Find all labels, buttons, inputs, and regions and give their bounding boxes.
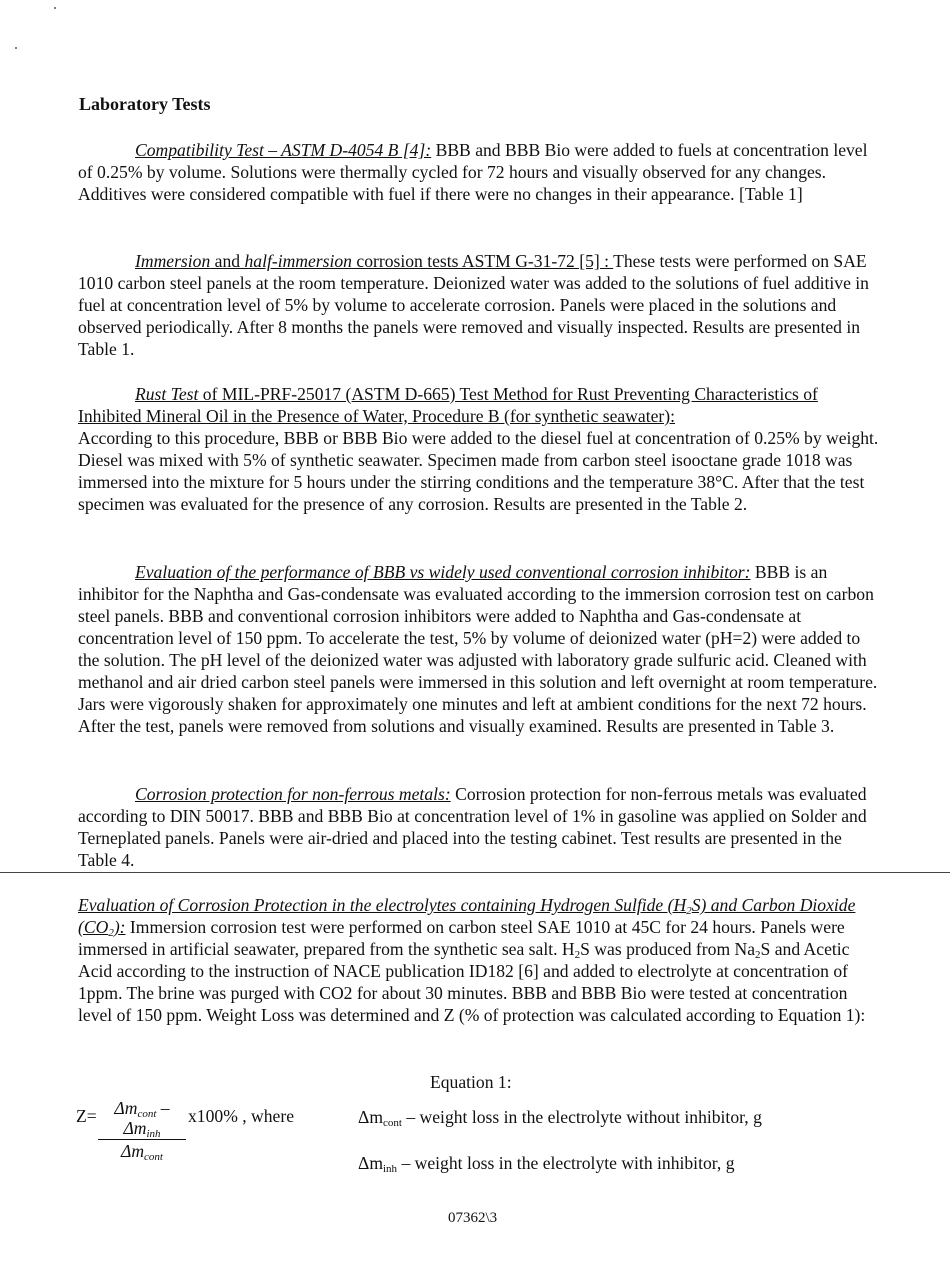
page-footer-id: 07362\3 (448, 1210, 498, 1226)
paragraph-immersion-test (78, 250, 884, 360)
scan-speck (15, 47, 17, 49)
rust-test-body: According to this procedure, BBB or BBB Bio were added to the diesel fuel at concentration of 0.25% by weight. Diesel was mixed with 5% of synthetic seawater. Specimen made from carbon steel isooctane grade 1018 was immersed into the mixture for 5 hours under the stirring conditions and the temperature 38°C. After that the test specimen was evaluated for the presence of any corrosion. Results are presented in the Table 2. (78, 428, 879, 514)
paragraph-rust-test (78, 383, 884, 515)
horizontal-rule (0, 872, 950, 873)
immersion-title-and: and (210, 251, 245, 271)
immersion-title-part1: Immersion (135, 251, 211, 271)
definition-cont: $\Delta m_{cont}$ – weight loss in the electrolyte without inhibitor, g (358, 1107, 762, 1129)
protection-formula (76, 1098, 336, 1163)
formula-fraction (98, 1098, 186, 1162)
formula-z: Z= (76, 1106, 97, 1126)
paragraph-compatibility-test (78, 139, 884, 205)
h2s-title: Evaluation of Corrosion Protection in the electrolytes containing Hydrogen Sulfide $(H_2S)$ and Carbon Dioxide $(CO_2)$: (78, 895, 856, 939)
performance-evaluation-body: BBB is an inhibitor for the Naphtha and Gas-condensate was evaluated according to the immersion corrosion test on carbon steel panels. BBB and conventional corrosion inhibitors were added to Naphtha and Gas-condensate at concentration level of 150 ppm. To accelerate the test, 5% by volume of deionized water (pH=2) were added to the solution. The pH level of the deionized water was adjusted with laboratory grade sulfuric acid. Cleaned with methanol and air dried carbon steel panels were immersed in this solution and left overnight at room temperature. Jars were vigorously shaken for approximately one minutes and left at ambient conditions for the next 72 hours. After the test, panels were removed from solutions and visually examined. Results are presented in Table 3. (78, 562, 878, 736)
h2s-body: Immersion corrosion test were performed on carbon steel SAE 1010 at 45C for 24 hours. Panels were immersed in artificial seawater, prepared from the synthetic sea salt. $H_2S$ was produced from $Na_2S$ and Acetic Acid according to the instruction of NACE publication ID182 [6] and added to electrolyte at concentration of 1ppm. The brine was purged with CO2 for about 30 minutes. BBB and BBB Bio were tested at concentration level of 150 ppm. Weight Loss was determined and Z (% of protection was calculated according to Equation 1): (78, 917, 866, 1025)
equation-label: Equation 1: (430, 1072, 512, 1092)
compatibility-test-title: Compatibility Test – ASTM D-4054 B [4]: (135, 140, 432, 160)
immersion-test-body: These tests were performed on SAE 1010 carbon steel panels at the room temperature. Deionized water was added to the solutions of fuel additive in fuel at concentration level of 5% by volume to accelerate corrosion. Panels were placed in the solutions and observed periodically. After 8 months the panels were removed and visually inspected. Results are presented in Table 1. (78, 251, 869, 359)
scan-speck (54, 7, 56, 9)
section-heading: Laboratory Tests (79, 94, 211, 114)
equation-definitions (358, 1106, 762, 1198)
immersion-title-part3: corrosion tests ASTM G-31-72 [5] : (351, 251, 614, 271)
paragraph-non-ferrous (78, 783, 884, 871)
formula-denominator: $\Delta m_{cont}$ (121, 1141, 163, 1163)
non-ferrous-body: Corrosion protection for non-ferrous metals was evaluated according to DIN 50017. BBB and BBB Bio at concentration level of 1% in gasoline was applied on Solder and Terneplated panels. Panels were air-dried and placed into the testing cabinet. Test results are presented in the Table 4. (78, 784, 867, 870)
rust-test-title: Rust Test (135, 384, 199, 404)
rust-test-method: of MIL-PRF-25017 (ASTM D-665) Test Method for Rust Preventing Characteristics of Inhibited Mineral Oil in the Presence of Water, Procedure B (for synthetic seawater): (78, 384, 818, 426)
non-ferrous-title: Corrosion protection for non-ferrous metals: (135, 784, 451, 804)
performance-evaluation-title: Evaluation of the performance of BBB vs widely used conventional corrosion inhibitor: (135, 562, 751, 582)
definition-inh: $\Delta m_{inh}$ – weight loss in the electrolyte with inhibitor, g (358, 1153, 735, 1175)
formula-multiplier: x100% , where (188, 1106, 295, 1126)
formula-numerator: $\Delta m_{cont} - \Delta m_{inh}$ (98, 1098, 186, 1140)
immersion-title-part2: half-immersion (244, 251, 352, 271)
compatibility-test-body: BBB and BBB Bio were added to fuels at concentration level of 0.25% by volume. Solutions were thermally cycled for 72 hours and visually observed for any changes. Additives were considered compatible with fuel if there were no changes in their appearance. [Table 1] (78, 140, 868, 204)
paragraph-h2s-co2 (78, 894, 884, 1026)
paragraph-performance-evaluation (78, 561, 884, 737)
